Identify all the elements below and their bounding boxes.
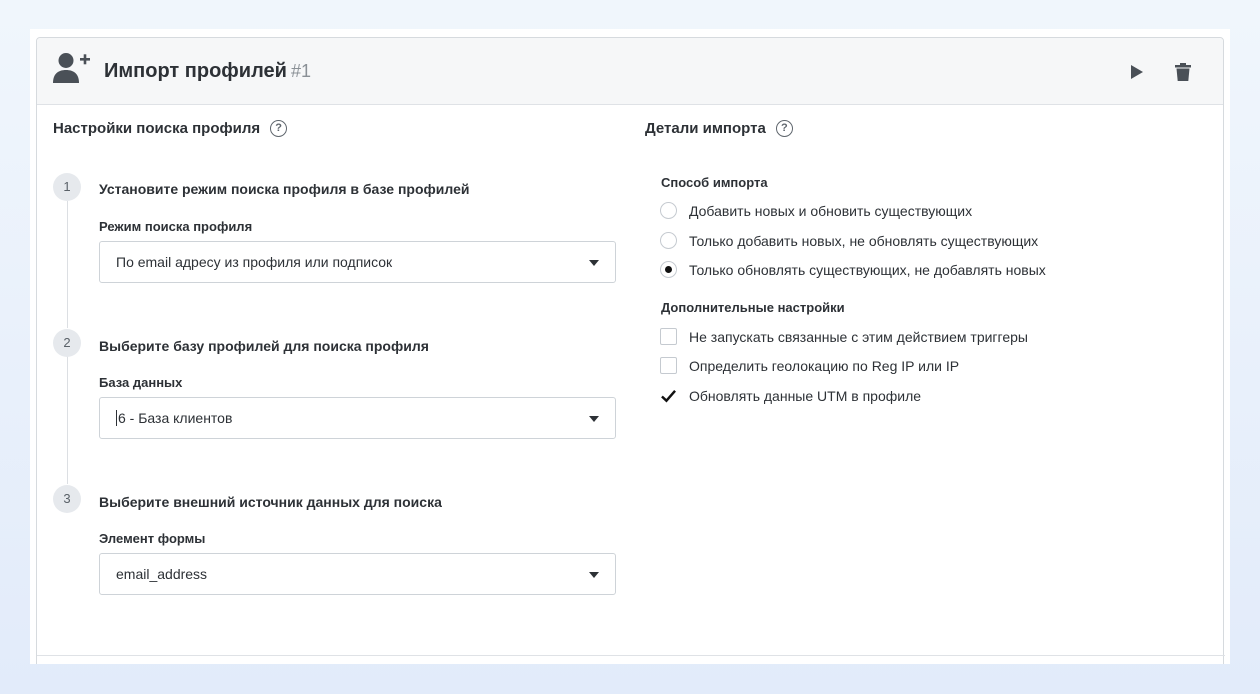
play-icon: [1130, 64, 1144, 80]
import-method-option[interactable]: [660, 232, 1038, 249]
search-settings-heading: [53, 120, 287, 137]
import-method-option[interactable]: [660, 202, 972, 219]
card-title-text: Импорт профилей: [104, 60, 287, 82]
trash-icon: [1175, 63, 1191, 81]
extra-setting-option[interactable]: [660, 357, 959, 374]
extra-settings-label: Дополнительные настройки: [661, 300, 845, 315]
database-label: База данных: [99, 375, 183, 390]
card-number: #1: [290, 61, 311, 81]
checkbox-checked[interactable]: [660, 387, 677, 404]
option-label: Не запускать связанные с этим действием триггеры: [689, 328, 1028, 345]
form-element-value: email_address: [116, 566, 208, 582]
caret-down-icon: [589, 260, 599, 266]
option-label: Только обновлять существующих, не добавлять новых: [689, 261, 1046, 278]
option-label: Обновлять данные UTM в профиле: [689, 387, 922, 404]
import-details-title: Детали импорта: [645, 120, 766, 137]
import-method-label: Способ импорта: [661, 175, 768, 190]
delete-button[interactable]: [1171, 60, 1195, 84]
database-select[interactable]: [99, 397, 616, 439]
step-connector: [67, 356, 68, 484]
import-method-option[interactable]: [660, 261, 1046, 278]
search-mode-select[interactable]: [99, 241, 616, 283]
step-connector: [67, 201, 68, 328]
help-icon[interactable]: ?: [776, 120, 793, 137]
card-title: [104, 60, 311, 83]
add-user-icon: [53, 52, 91, 84]
form-element-select[interactable]: [99, 553, 616, 595]
option-label: Определить геолокацию по Reg IP или IP: [689, 357, 960, 374]
card-header: [37, 38, 1223, 105]
search-mode-value: По email адресу из профиля или подписок: [116, 254, 393, 270]
step-title: Выберите базу профилей для поиска профиля: [99, 338, 429, 354]
database-value: 6 - База клиентов: [118, 410, 233, 426]
import-profiles-card: [36, 37, 1224, 664]
caret-down-icon: [589, 572, 599, 578]
form-element-label: Элемент формы: [99, 531, 206, 546]
import-details-heading: [645, 120, 793, 137]
option-label: Только добавить новых, не обновлять существующих: [689, 232, 1039, 249]
option-label: Добавить новых и обновить существующих: [689, 202, 973, 219]
checkmark-icon: [661, 389, 676, 403]
checkbox[interactable]: [660, 357, 677, 374]
extra-setting-option[interactable]: [660, 328, 1028, 345]
caret-down-icon: [589, 416, 599, 422]
radio-button[interactable]: [660, 202, 677, 219]
step-number: 3: [53, 485, 81, 513]
step-number: 1: [53, 173, 81, 201]
step-number: 2: [53, 329, 81, 357]
text-cursor: [116, 410, 117, 426]
checkbox[interactable]: [660, 328, 677, 345]
search-mode-label: Режим поиска профиля: [99, 219, 253, 234]
run-button[interactable]: [1125, 60, 1149, 84]
page-frame: [30, 29, 1230, 664]
help-icon[interactable]: ?: [270, 120, 287, 137]
radio-button[interactable]: [660, 232, 677, 249]
card-footer-divider: [37, 655, 1225, 656]
extra-setting-option[interactable]: [660, 387, 921, 404]
step-title: Выберите внешний источник данных для поиска: [99, 494, 442, 510]
step-title: Установите режим поиска профиля в базе профилей: [99, 181, 470, 197]
radio-button-selected[interactable]: [660, 261, 677, 278]
search-settings-title: Настройки поиска профиля: [53, 120, 261, 137]
